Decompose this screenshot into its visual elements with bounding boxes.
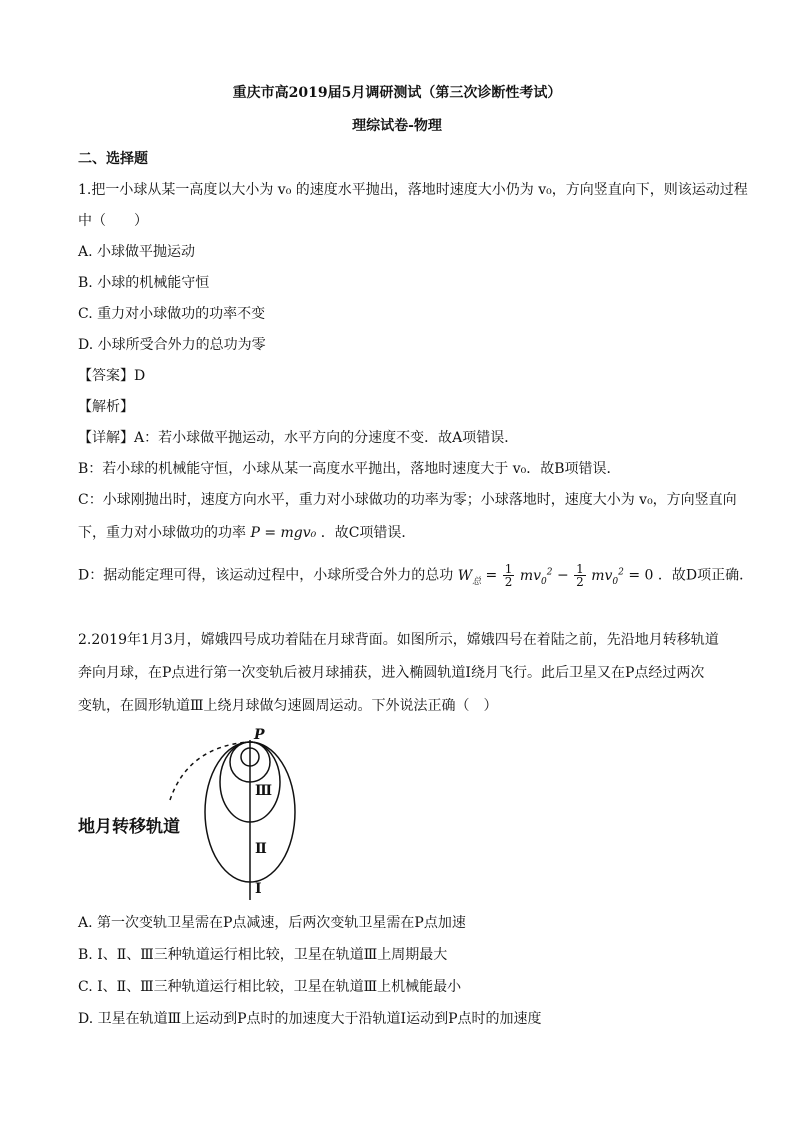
kinetic-term-1: $mv_0^2$ — [519, 567, 553, 587]
q1-detail-c-line1: C：小球刚抛出时，速度方向水平，重力对小球做功的功率为零；小球落地时，速度大小为 v₀，方向竖直向 — [78, 492, 737, 508]
kinetic-term-2: $mv_0^2$ — [591, 567, 624, 587]
q1-option-a: A. 小球做平抛运动 — [78, 244, 196, 260]
q2-stem-line1: 2.2019年1月3月，嫦娥四号成功着陆在月球背面。如图所示，嫦娥四号在着陆之前，先沿地月转移轨道 — [78, 632, 719, 648]
q2-stem-line2: 奔向月球，在P点进行第一次变轨后被月球捕获，进入椭圆轨道Ⅰ绕月飞行。此后卫星又在P点经过两次 — [78, 665, 705, 681]
q1-detail-b: B：若小球的机械能守恒，小球从某一高度水平抛出，落地时速度大于 v₀．故B项错误． — [78, 461, 621, 477]
fraction-one-half: $\frac{1}{2}$ — [504, 562, 513, 590]
equals-sign: = — [485, 567, 498, 584]
orbit-3-label: Ⅲ — [255, 783, 273, 799]
q1-stem-line2: 中（ ） — [78, 213, 148, 229]
q1-detail-c-line2 — [78, 524, 415, 542]
q2-option-d: D. 卫星在轨道Ⅲ上运动到P点时的加速度大于沿轨道Ⅰ运动到P点时的加速度 — [78, 1011, 542, 1027]
q2-option-b: B. Ⅰ、Ⅱ、Ⅲ三种轨道运行相比较，卫星在轨道Ⅲ上周期最大 — [78, 947, 448, 963]
orbit-diagram — [78, 722, 398, 902]
page-subtitle: 理综试卷-物理 — [352, 118, 442, 134]
work-symbol: $W_总$ — [457, 567, 482, 587]
minus-sign: − — [556, 567, 569, 584]
q1-analysis-label: 【解析】 — [78, 399, 134, 415]
section-heading: 二、选择题 — [78, 151, 148, 167]
q1-detail-a: 【详解】A：若小球做平抛运动，水平方向的分速度不变．故A项错误． — [78, 430, 519, 446]
q1-power-formula: P = mgv₀ — [250, 525, 317, 541]
q1-detail-d-tail: ．故D项正确． — [657, 567, 754, 584]
equals-zero: = 0 — [628, 567, 654, 584]
q1-option-b: B. 小球的机械能守恒 — [78, 275, 210, 291]
fraction-one-half-2: $\frac{1}{2}$ — [576, 562, 584, 590]
orbit-2-label: Ⅱ — [255, 841, 267, 857]
q1-detail-c-text: 下，重力对小球做功的功率 — [78, 525, 246, 541]
transfer-orbit-label: 地月转移轨道 — [78, 817, 180, 837]
q1-option-d: D. 小球所受合外力的总功为零 — [78, 337, 266, 353]
q1-detail-c-tail: ．故C项错误． — [320, 525, 416, 541]
q2-option-c: C. Ⅰ、Ⅱ、Ⅲ三种轨道运行相比较，卫星在轨道Ⅲ上机械能最小 — [78, 979, 462, 995]
q1-detail-d-text: D：据动能定理可得，该运动过程中，小球所受合外力的总功 — [78, 567, 454, 584]
q1-detail-d — [78, 563, 753, 590]
q2-stem-line3: 变轨，在圆形轨道Ⅲ上绕月球做匀速圆周运动。下外说法正确（ ） — [78, 698, 498, 714]
q1-stem-line1: 1.把一小球从某一高度以大小为 v₀ 的速度水平抛出，落地时速度大小仍为 v₀，方向竖直向下，则该运动过程 — [78, 182, 748, 198]
transfer-orbit-path — [170, 742, 248, 800]
q1-option-c: C. 重力对小球做功的功率不变 — [78, 306, 266, 322]
page-title: 重庆市高2019届5月调研测试（第三次诊断性考试） — [232, 85, 562, 101]
orbit-1-label: Ⅰ — [255, 881, 262, 897]
point-p-label: P — [254, 727, 265, 743]
q1-answer: 【答案】D — [78, 368, 146, 384]
q2-option-a: A. 第一次变轨卫星需在P点减速，后两次变轨卫星需在P点加速 — [78, 915, 466, 931]
